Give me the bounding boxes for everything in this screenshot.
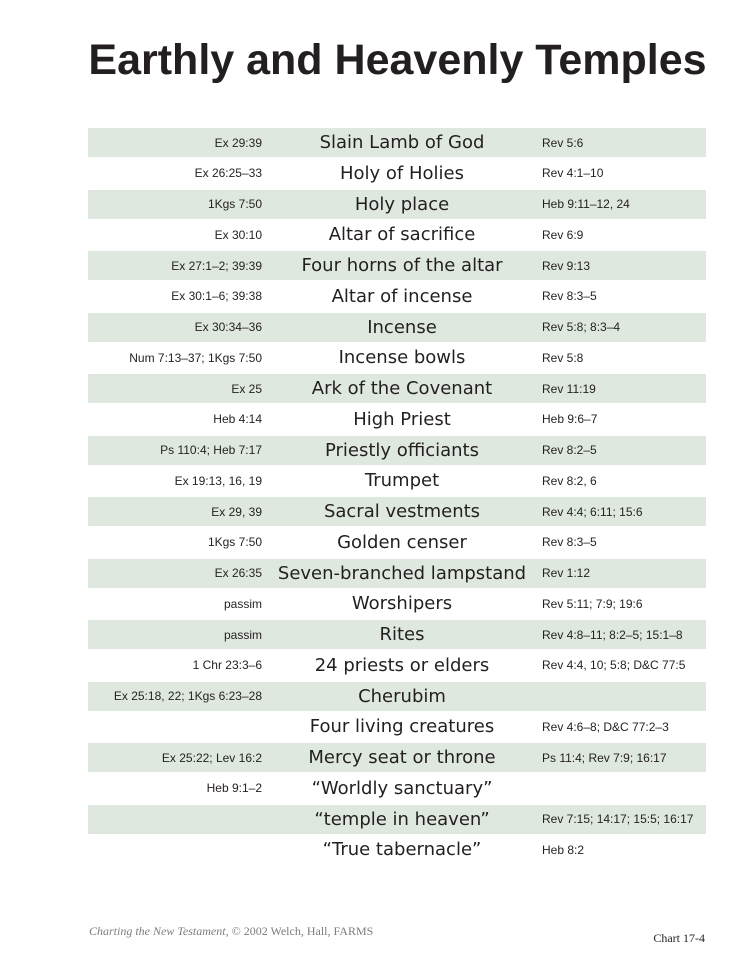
copyright-text: , © 2002 Welch, Hall, FARMS (225, 924, 374, 938)
earthly-reference: Ex 27:1–2; 39:39 (171, 258, 262, 273)
table-row (88, 620, 706, 649)
heavenly-reference: Rev 5:6 (542, 135, 584, 150)
table-row (88, 497, 706, 526)
earthly-reference: passim (223, 627, 262, 642)
table-row (88, 190, 706, 219)
earthly-reference: Ex 25:22; Lev 16:2 (161, 750, 262, 765)
table-row (88, 251, 706, 280)
heavenly-reference: Ps 11:4; Rev 7:9; 16:17 (542, 750, 667, 765)
heavenly-reference: Rev 5:8; 8:3–4 (542, 320, 621, 334)
earthly-reference: Ex 25 (231, 381, 262, 396)
earthly-reference: Ex 26:35 (214, 566, 262, 580)
earthly-reference: Ex 25:18, 22; 1Kgs 6:23–28 (113, 689, 262, 703)
temple-item: Holy of Holies (340, 162, 464, 184)
earthly-reference: Ex 30:1–6; 39:38 (171, 289, 262, 304)
heavenly-reference: Rev 4:1–10 (542, 166, 604, 181)
heavenly-reference: Heb 9:11–12, 24 (542, 197, 630, 211)
earthly-reference: Ps 110:4; Heb 7:17 (160, 443, 262, 457)
temple-item: Seven-branched lampstand (277, 562, 527, 584)
table-row (88, 313, 706, 342)
temple-item: “Worldly sanctuary” (311, 777, 493, 799)
temple-item: Four living creatures (309, 716, 495, 738)
table-row (88, 712, 706, 741)
earthly-reference: 1Kgs 7:50 (207, 535, 262, 550)
temple-item: Altar of incense (331, 285, 473, 307)
footer-citation (89, 924, 373, 939)
heavenly-reference: Rev 4:6–8; D&C 77:2–3 (542, 719, 669, 734)
heavenly-reference: Rev 8:3–5 (542, 289, 597, 304)
temple-item: Holy place (354, 193, 450, 215)
table-row (88, 651, 706, 680)
temple-item: Incense (367, 316, 437, 338)
earthly-reference: Ex 29:39 (214, 135, 262, 150)
heavenly-reference: Rev 11:19 (542, 381, 596, 396)
table-row (88, 835, 706, 864)
temple-item: Worshipers (351, 593, 453, 615)
table-row (88, 805, 706, 834)
heavenly-reference: Rev 4:8–11; 8:2–5; 15:1–8 (542, 627, 683, 642)
comparison-table (88, 128, 706, 866)
temple-item: Four horns of the altar (301, 255, 503, 276)
earthly-reference: Ex 19:13, 16, 19 (174, 473, 262, 488)
temple-item: Cherubim (358, 685, 446, 707)
table-row (88, 343, 706, 372)
heavenly-reference: Heb 8:2 (542, 842, 585, 857)
table-row (88, 466, 706, 495)
table-row (88, 220, 706, 249)
temple-item: Trumpet (364, 470, 440, 492)
chart-number: Chart 17-4 (653, 931, 705, 945)
earthly-reference: Ex 30:34–36 (194, 320, 262, 334)
temple-item: High Priest (353, 408, 451, 430)
temple-item: Altar of sacrifice (328, 224, 476, 246)
heavenly-reference: Rev 8:2–5 (542, 443, 597, 457)
table-row (88, 559, 706, 588)
earthly-reference: 1 Chr 23:3–6 (192, 658, 262, 673)
temple-item: “True tabernacle” (322, 839, 482, 861)
earthly-reference: Ex 26:25–33 (194, 166, 262, 181)
temple-item: “temple in heaven” (314, 808, 490, 830)
temple-item: Mercy seat or throne (308, 747, 496, 768)
heavenly-reference: Rev 7:15; 14:17; 15:5; 16:17 (542, 812, 694, 826)
temple-item: Sacral vestments (323, 501, 481, 522)
table-row (88, 436, 706, 465)
temple-item: Priestly officiants (324, 439, 479, 461)
table-row (88, 159, 706, 188)
heavenly-reference: Rev 6:9 (542, 227, 584, 242)
heavenly-reference: Rev 5:11; 7:9; 19:6 (542, 596, 643, 611)
temple-item: Slain Lamb of God (319, 132, 485, 153)
table-row (88, 682, 706, 711)
earthly-reference: Heb 9:1–2 (206, 781, 262, 796)
table-row (88, 589, 706, 618)
table-row (88, 743, 706, 772)
heavenly-reference: Rev 4:4; 6:11; 15:6 (542, 504, 643, 519)
table-row (88, 128, 706, 157)
heavenly-reference: Rev 1:12 (542, 566, 591, 580)
temple-item: Ark of the Covenant (311, 378, 493, 399)
heavenly-reference: Rev 5:8 (542, 350, 584, 365)
heavenly-reference: Rev 8:3–5 (542, 535, 597, 550)
table-row (88, 405, 706, 434)
earthly-reference: Num 7:13–37; 1Kgs 7:50 (129, 350, 262, 365)
earthly-reference: Ex 29, 39 (211, 504, 262, 519)
table-row (88, 282, 706, 311)
heavenly-reference: Heb 9:6–7 (542, 412, 598, 427)
temple-item: Rites (379, 624, 425, 645)
temple-item: 24 priests or elders (314, 654, 490, 676)
earthly-reference: Ex 30:10 (214, 227, 262, 242)
table-row (88, 374, 706, 403)
table-row (88, 528, 706, 557)
earthly-reference: Heb 4:14 (213, 412, 262, 427)
temple-item: Incense bowls (338, 347, 466, 369)
earthly-reference: 1Kgs 7:50 (207, 197, 262, 211)
book-title: Charting the New Testament (89, 924, 226, 938)
heavenly-reference: Rev 8:2, 6 (542, 473, 597, 488)
heavenly-reference: Rev 4:4, 10; 5:8; D&C 77:5 (542, 658, 686, 673)
table-row (88, 774, 706, 803)
earthly-reference: passim (223, 596, 262, 611)
heavenly-reference: Rev 9:13 (542, 258, 591, 273)
page-title: Earthly and Heavenly Temples (88, 36, 707, 84)
temple-item: Golden censer (337, 531, 467, 553)
